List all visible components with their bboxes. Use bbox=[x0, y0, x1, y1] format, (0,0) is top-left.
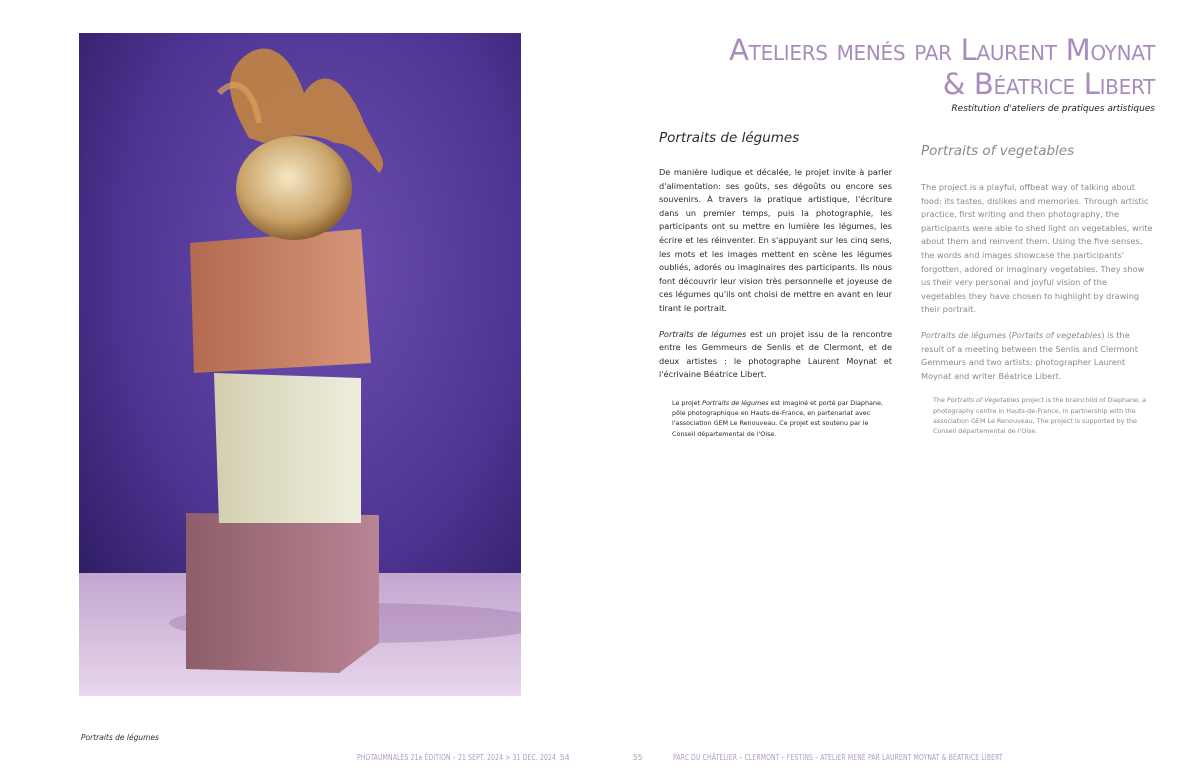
english-note-pre: The bbox=[933, 396, 947, 405]
english-paragraph-2-paren: ( bbox=[1006, 329, 1012, 340]
title-line-2: & Béatrice Libert bbox=[942, 67, 1155, 101]
title-line-1: Ateliers menés par Laurent Moynat bbox=[729, 33, 1155, 67]
french-paragraph-2-title: Portraits de légumes bbox=[659, 328, 747, 339]
english-paragraph-2 bbox=[921, 329, 1154, 383]
french-heading: Portraits de légumes bbox=[659, 130, 800, 146]
french-credit-note bbox=[672, 398, 892, 439]
page-title bbox=[595, 33, 1155, 101]
english-paragraph-2-text: ) is the result of a meeting between the Senlis and Clermont Gemmeurs and two artists: photographer Laurent Moynat and writer Béatrice Libert. bbox=[921, 329, 1138, 381]
english-credit-note bbox=[933, 395, 1154, 436]
french-note-text: est imaginé et porté par Diaphane, pôle photographique en Hauts-de-France, en partenariat avec l'association GEM Le Renouveau. Ce projet est soutenu par le Conseil départemental de l'Oise. bbox=[672, 398, 883, 438]
page-subtitle: Restitution d'ateliers de pratiques artistiques bbox=[951, 104, 1155, 114]
page-number-left: 54 bbox=[560, 752, 570, 762]
french-column bbox=[659, 130, 892, 439]
english-paragraph-1: The project is a playful, offbeat way of talking about food: its tastes, dislikes and memories. Through artistic practice, first writing and then photography, the participants were able to shed light on vegetables, write about them and reinvent them. Using the five senses, the words and images showcase the participants' forgotten, adored or imaginary vegetables. They show us their very personal and joyful vision of the vegetables they have chosen to highlight by drawing their portrait. bbox=[921, 182, 1153, 315]
french-paragraph-2-text: est un projet issu de la rencontre entre les Gemmeurs de Senlis et de Clermont, et de deux artistes : le photographe Laurent Moynat et l'écrivaine Béatrice Libert. bbox=[659, 328, 893, 380]
english-paragraph-2-title: Portraits de légumes bbox=[921, 329, 1007, 340]
english-note-title: Portraits of Vegetables bbox=[946, 396, 1020, 405]
english-note-text: project is the brainchild of Diaphane, a photography centre in Hauts-de-France, in partnership with the association GEM Le Renouveau. The project is supported by the Conseil départemental de l'Oise. bbox=[933, 396, 1146, 435]
footer-section: PARC DU CHÂTELIER – CLERMONT – FESTINS – ATELIER MENÉ PAR LAURENT MOYNAT & BÉATRICE LIBERT bbox=[673, 752, 1003, 762]
footer-edition: PHOTAUMNALES 21e ÉDITION – 21 SEPT. 2024 > 31 DEC. 2024 bbox=[357, 752, 557, 762]
french-note-title: Portraits de légumes bbox=[702, 398, 769, 407]
french-paragraph-1: De manière ludique et décalée, le projet invite à parler d'alimentation: ses goûts, ses dégoûts ou encore ses souvenirs. À travers la pratique artistique, l'écriture dans un premier temps, puis la photographie, les participants ont su mettre en lumière les légumes, les écrire et les réinventer. En s'appuyant sur les cinq sens, les mots et les images mettent en scène les légumes oubliés, adorés ou imaginaires des participants. Ils nous font découvrir leur vision très personnelle et joyeuse de ces légumes qu'ils ont choisi de mettre en avant en leur tirant le portrait. bbox=[659, 167, 892, 313]
page-number-right: 55 bbox=[633, 752, 643, 762]
photo-caption: Portraits de légumes bbox=[81, 733, 159, 742]
photo-onion-on-wooden-blocks bbox=[79, 33, 521, 696]
english-heading: Portraits of vegetables bbox=[921, 143, 1075, 159]
french-paragraph-2 bbox=[659, 328, 892, 382]
french-note-pre: Le projet bbox=[672, 398, 703, 407]
page-footer bbox=[0, 752, 1200, 766]
english-paragraph-2-title-en: Portaits of vegetables bbox=[1011, 329, 1102, 340]
english-column bbox=[921, 143, 1154, 436]
photo-illustration bbox=[79, 33, 521, 696]
